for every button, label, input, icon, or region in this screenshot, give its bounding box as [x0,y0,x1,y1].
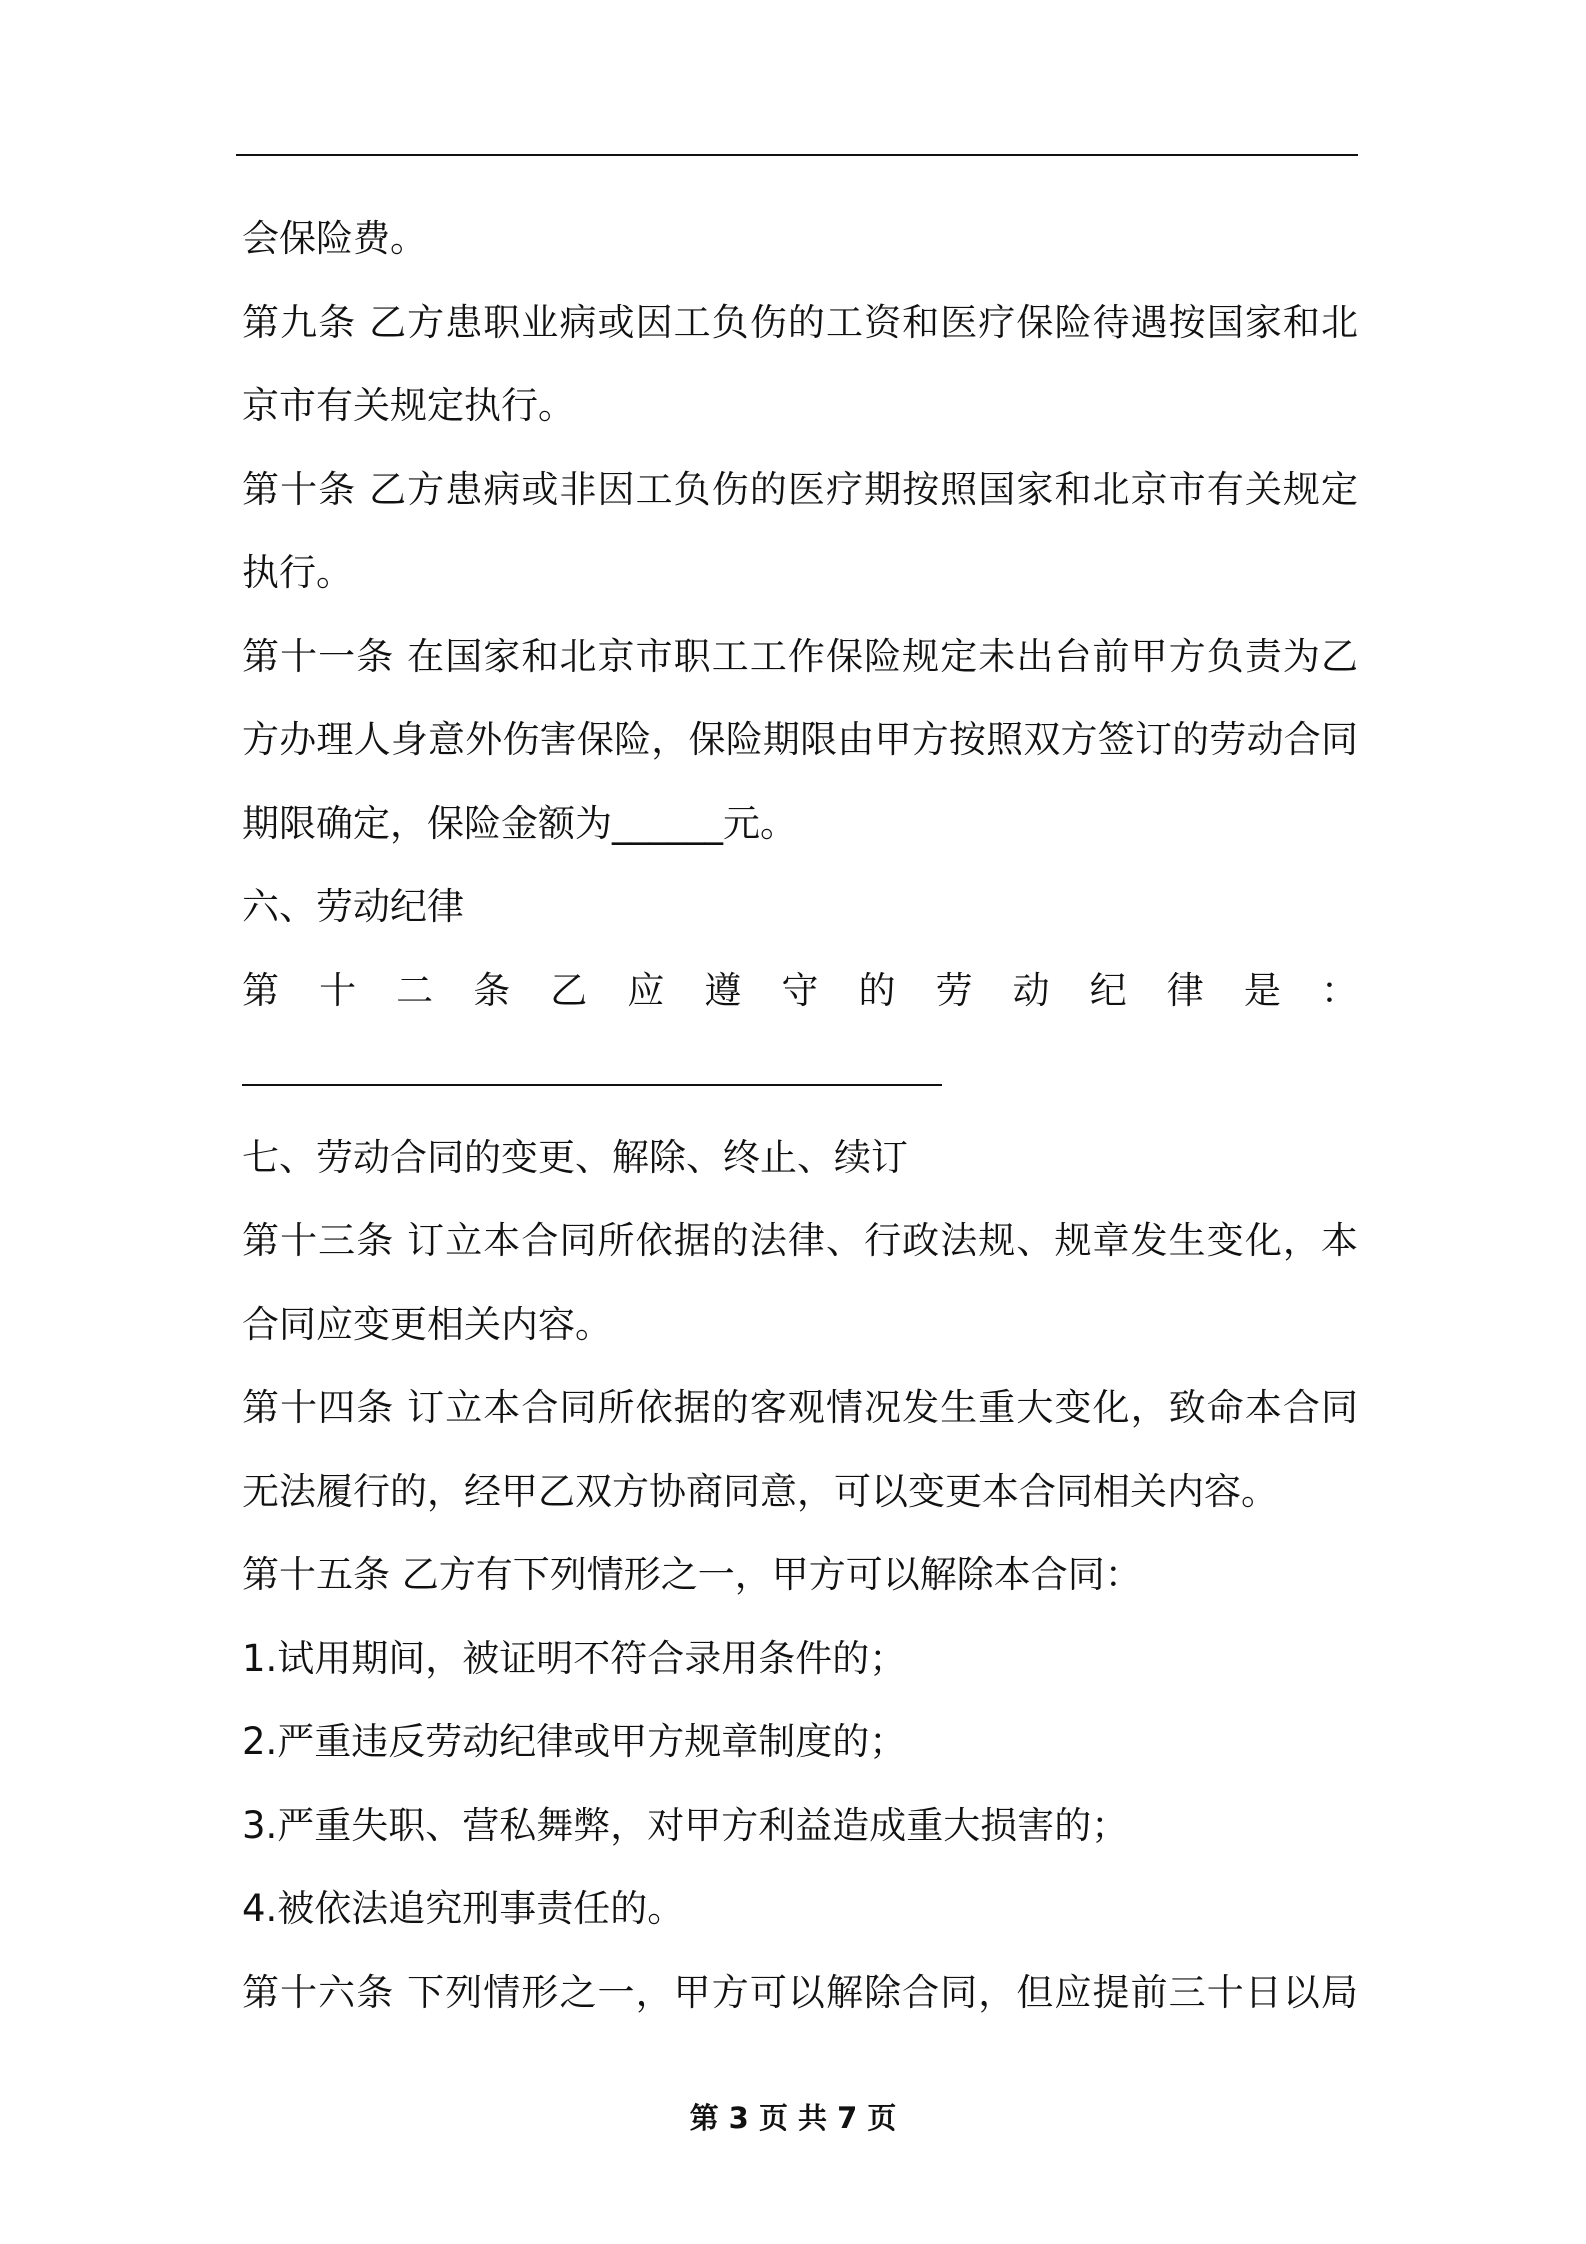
spaced-char: ： [1320,968,1358,1012]
article-10-line-2: 执行。 [242,551,353,594]
spaced-char: 律 [1166,968,1204,1012]
spaced-char: 条 [473,968,511,1012]
spaced-char: 十 [319,968,357,1012]
article-12-blank-line [242,1032,1358,1116]
article-14-line-1: 第十四条 订立本合同所依据的客观情况发生重大变化，致命本合同 [242,1386,1358,1429]
spaced-char: 动 [1012,968,1050,1012]
text-line: 会保险费。 [242,217,427,260]
spaced-char: 第 [242,968,279,1012]
article-10-line-1: 第十条 乙方患病或非因工负伤的医疗期按照国家和北京市有关规定 [242,467,1358,511]
spaced-char: 乙 [550,968,588,1012]
list-item-1: 1.试用期间，被证明不符合录用条件的； [242,1636,907,1680]
list-item-2: 2.严重违反劳动纪律或甲方规章制度的； [242,1720,907,1763]
spaced-char: 遵 [704,968,742,1012]
spaced-char: 二 [396,968,434,1012]
article-16-line-1: 第十六条 下列情形之一，甲方可以解除合同，但应提前三十日以局 [242,1970,1358,2014]
spaced-char: 纪 [1089,968,1127,1012]
article-9-line-1: 第九条 乙方患职业病或因工负伤的工资和医疗保险待遇按国家和北 [242,300,1358,344]
article-12-line-1 [242,949,1358,1033]
spaced-char: 应 [627,968,665,1012]
article-13-line-1: 第十三条 订立本合同所依据的法律、行政法规、规章发生变化，本 [242,1219,1358,1262]
article-14-line-2: 无法履行的，经甲乙双方协商同意，可以变更本合同相关内容。 [242,1469,1278,1513]
list-item-3: 3.严重失职、营私舞弊，对甲方利益造成重大损害的； [242,1803,1129,1847]
article-13-line-2: 合同应变更相关内容。 [242,1302,612,1346]
page-number-footer: 第 3 页 共 7 页 [689,2101,897,2135]
header-rule [236,154,1358,156]
list-item-4: 4.被依法追究刑事责任的。 [242,1887,685,1930]
spaced-char: 的 [858,968,896,1012]
article-9-line-2: 京市有关规定执行。 [242,384,575,427]
spaced-char: 是 [1243,968,1281,1012]
spaced-char: 守 [781,968,819,1012]
article-11-line-2: 方办理人身意外伤害保险，保险期限由甲方按照双方签订的劳动合同 [242,718,1358,761]
document-body [242,197,1358,2034]
article-15-line-1: 第十五条 乙方有下列情形之一，甲方可以解除本合同： [242,1553,1142,1596]
section-7-heading: 七、劳动合同的变更、解除、终止、续订 [242,1135,908,1179]
section-6-heading: 六、劳动纪律 [242,885,464,928]
spaced-char: 劳 [935,968,973,1012]
article-11-line-1: 第十一条 在国家和北京市职工工作保险规定未出台前甲方负责为乙 [242,634,1358,678]
article-11-line-3: 期限确定，保险金额为______元。 [242,801,797,845]
fill-in-blank [242,1040,942,1086]
